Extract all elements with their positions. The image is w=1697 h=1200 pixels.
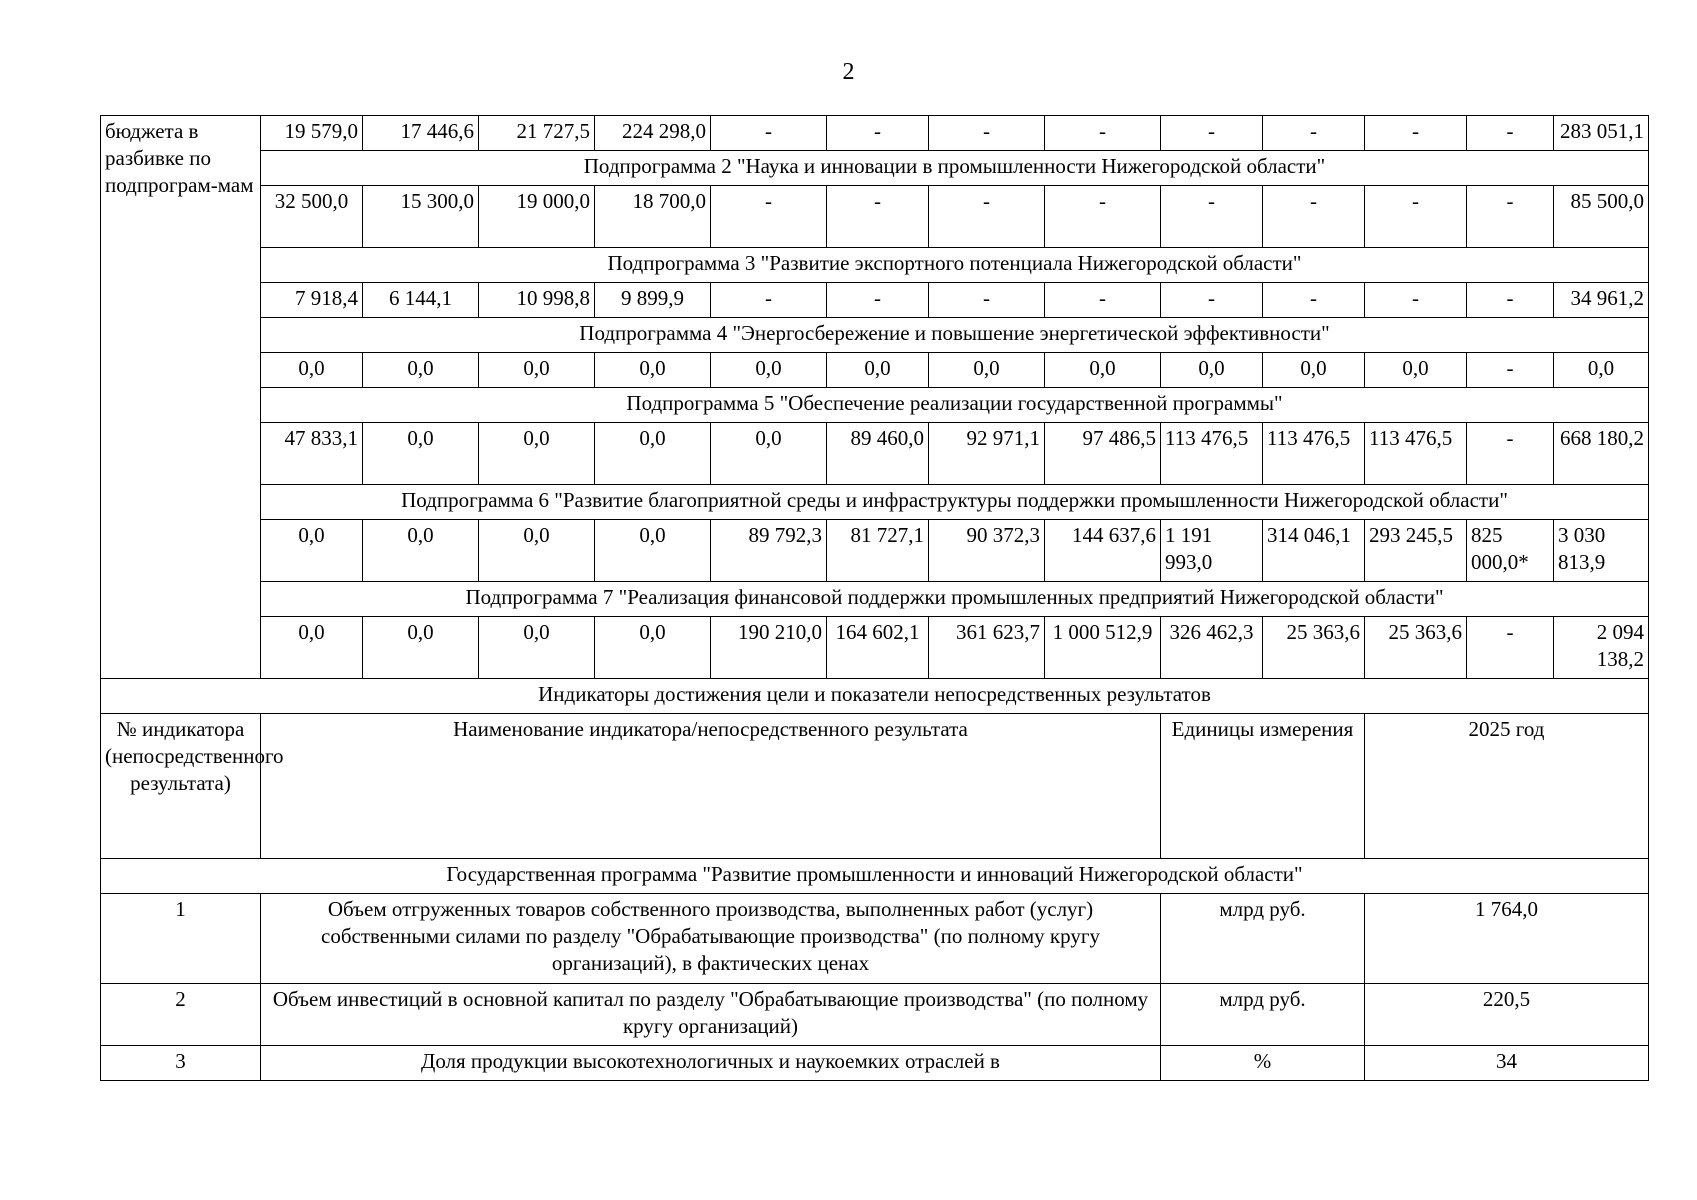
table-cell: 25 363,6 [1263, 617, 1365, 679]
table-cell: 0,0 [711, 423, 827, 485]
table-cell: 10 998,8 [479, 283, 595, 318]
table-cell: - [711, 283, 827, 318]
table-cell: 0,0 [595, 520, 711, 582]
table-cell: 0,0 [261, 353, 363, 388]
table-row [101, 353, 1649, 388]
table-cell: - [1045, 186, 1161, 248]
indicator-name-header: Наименование индикатора/непосредственного результата [261, 714, 1161, 859]
table-cell: - [1365, 283, 1467, 318]
table-row [101, 520, 1649, 582]
table-cell: 0,0 [363, 617, 479, 679]
table-cell: 0,0 [363, 423, 479, 485]
indicator-unit: % [1161, 1046, 1365, 1081]
table-cell: 0,0 [261, 520, 363, 582]
table-row [101, 423, 1649, 485]
table-cell: 19 579,0 [261, 116, 363, 151]
table-cell: 2 094 138,2 [1554, 617, 1649, 679]
table-cell: 0,0 [479, 520, 595, 582]
indicators-heading: Индикаторы достижения цели и показатели непосредственных результатов [101, 679, 1649, 714]
subprogram-title: Подпрограмма 5 "Обеспечение реализации государственной программы" [261, 388, 1649, 423]
indicator-header-row [101, 714, 1649, 859]
program-title: Государственная программа "Развитие промышленности и инноваций Нижегородской области" [101, 859, 1649, 894]
subprogram-title-row [101, 582, 1649, 617]
table-cell: 9 899,9 [595, 283, 711, 318]
table-cell: 326 462,3 [1161, 617, 1263, 679]
indicator-unit-header: Единицы измерения [1161, 714, 1365, 859]
table-row [101, 283, 1649, 318]
side-label: бюджета в разбивке по подпрограм-мам [101, 116, 261, 679]
table-cell: - [1365, 116, 1467, 151]
subprogram-title-row [101, 318, 1649, 353]
table-cell: 0,0 [827, 353, 929, 388]
subprogram-title: Подпрограмма 2 "Наука и инновации в промышленности Нижегородской области" [261, 151, 1649, 186]
subprogram-title: Подпрограмма 7 "Реализация финансовой поддержки промышленных предприятий Нижегородской области" [261, 582, 1649, 617]
table-cell: 34 961,2 [1554, 283, 1649, 318]
table-cell: 668 180,2 [1554, 423, 1649, 485]
table-cell: - [1467, 186, 1554, 248]
subprogram-title: Подпрограмма 3 "Развитие экспортного потенциала Нижегородской области" [261, 248, 1649, 283]
indicator-value: 220,5 [1365, 984, 1649, 1046]
table-cell: 89 460,0 [827, 423, 929, 485]
table-cell: 92 971,1 [929, 423, 1045, 485]
table-cell: - [1045, 283, 1161, 318]
table-cell: 47 833,1 [261, 423, 363, 485]
table-cell: 314 046,1 [1263, 520, 1365, 582]
table-cell: - [1161, 186, 1263, 248]
table-cell: 0,0 [1161, 353, 1263, 388]
table-cell: 0,0 [1554, 353, 1649, 388]
table-cell: 293 245,5 [1365, 520, 1467, 582]
table-cell: - [1467, 116, 1554, 151]
table-cell: 85 500,0 [1554, 186, 1649, 248]
table-cell: 0,0 [595, 353, 711, 388]
table-cell: 81 727,1 [827, 520, 929, 582]
indicator-name: Доля продукции высокотехнологичных и наукоемких отраслей в [261, 1046, 1161, 1081]
table-cell: - [929, 283, 1045, 318]
table-cell: 113 476,5 [1263, 423, 1365, 485]
table-cell: 0,0 [1045, 353, 1161, 388]
subprogram-title-row [101, 248, 1649, 283]
table-cell: 0,0 [1365, 353, 1467, 388]
table-cell: 0,0 [595, 617, 711, 679]
indicator-year-header: 2025 год [1365, 714, 1649, 859]
indicator-row [101, 1046, 1649, 1081]
table-cell: 15 300,0 [363, 186, 479, 248]
table-cell: 25 363,6 [1365, 617, 1467, 679]
indicator-name: Объем отгруженных товаров собственного производства, выполненных работ (услуг) собственными силами по разделу "Обрабатывающие производства" (по полному кругу организаций), в фактических ценах [261, 894, 1161, 984]
table-cell: 1 000 512,9 [1045, 617, 1161, 679]
indicator-number: 2 [101, 984, 261, 1046]
subprogram-title-row [101, 485, 1649, 520]
indicator-number: 3 [101, 1046, 261, 1081]
table-cell: 0,0 [363, 353, 479, 388]
table-row [101, 116, 1649, 151]
table-cell: 113 476,5 [1365, 423, 1467, 485]
table-cell: 19 000,0 [479, 186, 595, 248]
table-cell: - [1263, 186, 1365, 248]
subprogram-title-row [101, 151, 1649, 186]
table-cell: - [827, 186, 929, 248]
table-cell: - [1467, 283, 1554, 318]
indicator-row [101, 894, 1649, 984]
table-cell: - [827, 283, 929, 318]
indicator-number: 1 [101, 894, 261, 984]
indicator-unit: млрд руб. [1161, 984, 1365, 1046]
budget-table [100, 115, 1649, 1081]
table-cell: 825 000,0* [1467, 520, 1554, 582]
table-cell: 90 372,3 [929, 520, 1045, 582]
page-number: 2 [842, 59, 855, 85]
indicator-number-header: № индикатора (непосредственного результата) [101, 714, 261, 859]
table-cell: 17 446,6 [363, 116, 479, 151]
table-cell: 6 144,1 [363, 283, 479, 318]
table-cell: 1 191 993,0 [1161, 520, 1263, 582]
indicator-value: 34 [1365, 1046, 1649, 1081]
table-cell: 32 500,0 [261, 186, 363, 248]
table-cell: 21 727,5 [479, 116, 595, 151]
table-cell: 0,0 [711, 353, 827, 388]
table-cell: - [929, 116, 1045, 151]
table-cell: 0,0 [479, 617, 595, 679]
table-cell: 190 210,0 [711, 617, 827, 679]
table-cell: 0,0 [363, 520, 479, 582]
table-cell: 164 602,1 [827, 617, 929, 679]
indicator-value: 1 764,0 [1365, 894, 1649, 984]
table-cell: - [1467, 423, 1554, 485]
indicator-unit: млрд руб. [1161, 894, 1365, 984]
table-cell: 0,0 [479, 423, 595, 485]
table-cell: - [1161, 283, 1263, 318]
table-cell: - [711, 186, 827, 248]
table-cell: 97 486,5 [1045, 423, 1161, 485]
table-cell: - [1365, 186, 1467, 248]
table-row [101, 617, 1649, 679]
program-title-row [101, 859, 1649, 894]
table-cell: 0,0 [1263, 353, 1365, 388]
table-cell: 144 637,6 [1045, 520, 1161, 582]
table-cell: - [1467, 617, 1554, 679]
table-cell: - [1045, 116, 1161, 151]
subprogram-title-row [101, 388, 1649, 423]
table-cell: 7 918,4 [261, 283, 363, 318]
table-cell: 0,0 [261, 617, 363, 679]
table-cell: - [1263, 283, 1365, 318]
table-cell: 113 476,5 [1161, 423, 1263, 485]
table-cell: 89 792,3 [711, 520, 827, 582]
table-cell: 283 051,1 [1554, 116, 1649, 151]
table-cell: 3 030 813,9 [1554, 520, 1649, 582]
section-heading-row [101, 679, 1649, 714]
table-row [101, 186, 1649, 248]
table-cell: 0,0 [929, 353, 1045, 388]
table-cell: - [1263, 116, 1365, 151]
table-cell: 18 700,0 [595, 186, 711, 248]
subprogram-title: Подпрограмма 4 "Энергосбережение и повышение энергетической эффективности" [261, 318, 1649, 353]
table-cell: 224 298,0 [595, 116, 711, 151]
table-cell: - [929, 186, 1045, 248]
table-cell: - [827, 116, 929, 151]
table-cell: 361 623,7 [929, 617, 1045, 679]
subprogram-title: Подпрограмма 6 "Развитие благоприятной среды и инфраструктуры поддержки промышленности Нижегородской области" [261, 485, 1649, 520]
indicator-row [101, 984, 1649, 1046]
table-cell: - [1467, 353, 1554, 388]
table-cell: - [711, 116, 827, 151]
table-cell: 0,0 [595, 423, 711, 485]
table-cell: 0,0 [479, 353, 595, 388]
indicator-name: Объем инвестиций в основной капитал по разделу "Обрабатывающие производства" (по полному кругу организаций) [261, 984, 1161, 1046]
table-cell: - [1161, 116, 1263, 151]
